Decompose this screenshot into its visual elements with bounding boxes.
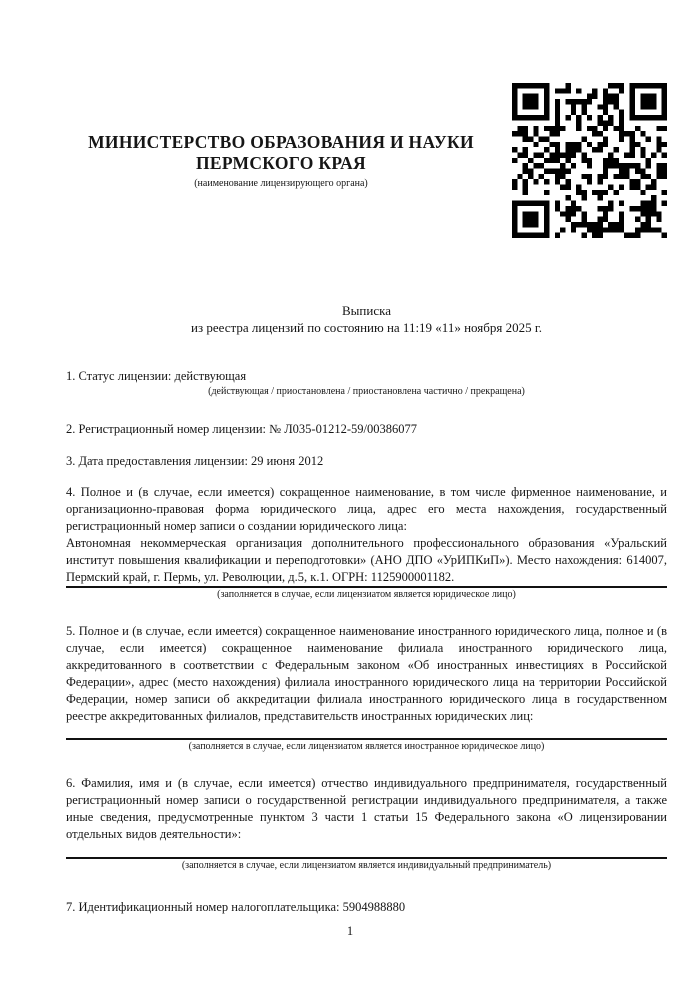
item-1-license-status xyxy=(66,368,667,398)
item-6-individual-entrepreneur xyxy=(66,775,667,872)
license-grant-date-text: 3. Дата предоставления лицензии: 29 июня 2012 xyxy=(66,454,324,468)
licensing-authority-block xyxy=(66,132,512,190)
item-2-registration-number xyxy=(66,421,667,438)
document-title-line1: Выписка xyxy=(342,303,391,318)
empty-fill-in-space xyxy=(66,843,667,857)
document-title-line2: из реестра лицензий по состоянию на 11:19 «11» ноября 2025 г. xyxy=(191,320,542,335)
license-status-options-caption: (действующая / приостановлена / приостановлена частично / прекращена) xyxy=(208,386,525,397)
item-3-license-grant-date xyxy=(66,453,667,470)
document-body xyxy=(66,368,667,916)
empty-fill-in-space xyxy=(66,725,667,738)
licensing-authority-caption: (наименование лицензирующего органа) xyxy=(194,177,368,189)
item-5-foreign-legal-entity xyxy=(66,623,667,753)
qr-code-icon xyxy=(512,83,667,238)
licensing-authority-name-line2: ПЕРМСКОГО КРАЯ xyxy=(196,152,366,173)
item-4-legal-entity xyxy=(66,484,667,601)
document-title xyxy=(66,302,667,336)
individual-entrepreneur-caption: (заполняется в случае, если лицензиатом является индивидуальный предприниматель) xyxy=(181,860,552,871)
licensing-authority-name-line1: МИНИСТЕРСТВО ОБРАЗОВАНИЯ И НАУКИ xyxy=(88,131,474,152)
document-header xyxy=(66,83,667,238)
legal-entity-caption: (заполняется в случае, если лицензиатом является юридическое лицо) xyxy=(217,589,516,600)
license-status-text: 1. Статус лицензии: действующая xyxy=(66,369,247,383)
foreign-legal-entity-caption: (заполняется в случае, если лицензиатом является иностранное юридическое лицо) xyxy=(188,741,545,752)
individual-entrepreneur-label: 6. Фамилия, имя и (в случае, если имеется) отчество индивидуального предпринимателя, государственный регистрационный номер записи о государственной регистрации индивидуального предпринимателя, а также иные сведения, предусмотренные пунктом 3 части 1 статьи 15 Федерального закона «О лицензировании отдельных видов деятельности»: xyxy=(66,776,667,841)
legal-entity-value: Автономная некоммерческая организация дополнительного профессионального образования «Уральский институт повышения квалификации и переподготовки» (АНО ДПО «УрИПКиП»). Место нахождения: 614007, Пермский край, г. Пермь, ул. Революции, д.5, к.1. ОГРН: 1125900001182. xyxy=(66,536,667,584)
page-number: 1 xyxy=(346,924,354,938)
foreign-legal-entity-label: 5. Полное и (в случае, если имеется) сокращенное наименование иностранного юридического лица, полное и (в случае, если имеется) сокращенное наименование филиала иностранного юридического лица, аккредитованного в соответствии с Федеральным законом «Об иностранных инвестициях в Российской Федерации», адрес (место нахождения) филиала иностранного юридического лица на территории Российской Федерации, номер записи об аккредитации филиала иностранного юридического лица в государственном реестре аккредитованных филиалов, представительств иностранных юридических лиц: xyxy=(66,624,667,723)
registration-number-text: 2. Регистрационный номер лицензии: № Л035-01212-59/00386077 xyxy=(66,422,417,436)
legal-entity-label: 4. Полное и (в случае, если имеется) сокращенное наименование, в том числе фирменное наименование, и организационно-правовая форма юридического лица, адрес его места нахождения, государственный регистрационный номер записи о создании юридического лица: xyxy=(66,485,667,533)
taxpayer-id-text: 7. Идентификационный номер налогоплательщика: 5904988880 xyxy=(66,900,406,914)
item-7-taxpayer-id xyxy=(66,899,667,916)
